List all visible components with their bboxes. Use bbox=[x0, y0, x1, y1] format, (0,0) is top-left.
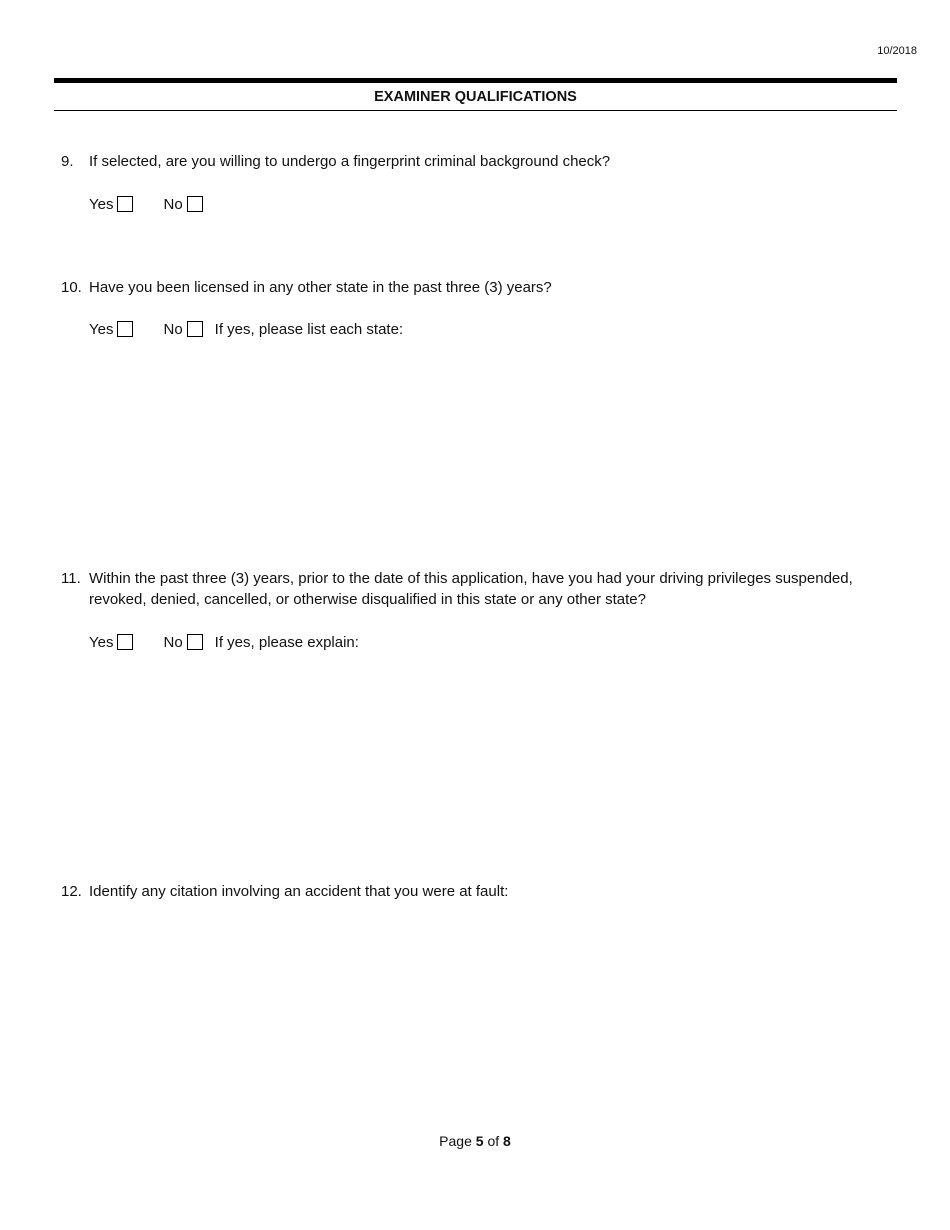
question-11-text: Within the past three (3) years, prior to the date of this application, have you had your driving privileges suspended, revoked, denied, cancelled, or otherwise disqualified in this state or any other state? bbox=[89, 570, 853, 608]
question-10-yes-label: Yes bbox=[89, 320, 114, 338]
question-12-text: Identify any citation involving an accident that you were at fault: bbox=[89, 883, 509, 900]
revision-date: 10/2018 bbox=[877, 45, 917, 57]
question-11-no-checkbox[interactable] bbox=[187, 634, 203, 650]
question-12-number: 12. bbox=[61, 883, 82, 900]
question-9-yes-checkbox[interactable] bbox=[117, 196, 133, 212]
page-current: 5 bbox=[475, 1133, 484, 1149]
question-10-yes-checkbox[interactable] bbox=[117, 321, 133, 337]
page-of: of bbox=[487, 1133, 500, 1149]
question-10 bbox=[61, 277, 901, 298]
question-9-no-label: No bbox=[163, 195, 183, 213]
header-rule-thin bbox=[54, 110, 897, 111]
page-footer bbox=[0, 1133, 950, 1149]
question-11-follow-up: If yes, please explain: bbox=[214, 633, 359, 651]
page-total: 8 bbox=[503, 1133, 511, 1149]
page-prefix: Page bbox=[439, 1133, 472, 1149]
question-11-number: 11. bbox=[61, 570, 81, 587]
question-9-text: If selected, are you willing to undergo a fingerprint criminal background check? bbox=[89, 153, 611, 170]
question-10-number: 10. bbox=[61, 279, 82, 296]
question-11-yes-label: Yes bbox=[89, 633, 114, 651]
question-9-answers bbox=[89, 194, 203, 214]
question-10-answers bbox=[89, 319, 403, 339]
question-11-answers bbox=[89, 632, 359, 652]
question-10-follow-up: If yes, please list each state: bbox=[214, 320, 404, 338]
header-rule-thick bbox=[54, 78, 897, 83]
section-title: EXAMINER QUALIFICATIONS bbox=[374, 89, 577, 105]
question-9-no-checkbox[interactable] bbox=[187, 196, 203, 212]
question-11-no-label: No bbox=[163, 633, 183, 651]
question-11 bbox=[61, 568, 901, 610]
question-9-number: 9. bbox=[61, 153, 74, 170]
question-10-text: Have you been licensed in any other state in the past three (3) years? bbox=[89, 279, 552, 296]
question-12 bbox=[61, 881, 901, 902]
question-10-no-label: No bbox=[163, 320, 183, 338]
question-11-yes-checkbox[interactable] bbox=[117, 634, 133, 650]
question-9 bbox=[61, 151, 901, 172]
question-9-yes-label: Yes bbox=[89, 195, 114, 213]
question-10-no-checkbox[interactable] bbox=[187, 321, 203, 337]
